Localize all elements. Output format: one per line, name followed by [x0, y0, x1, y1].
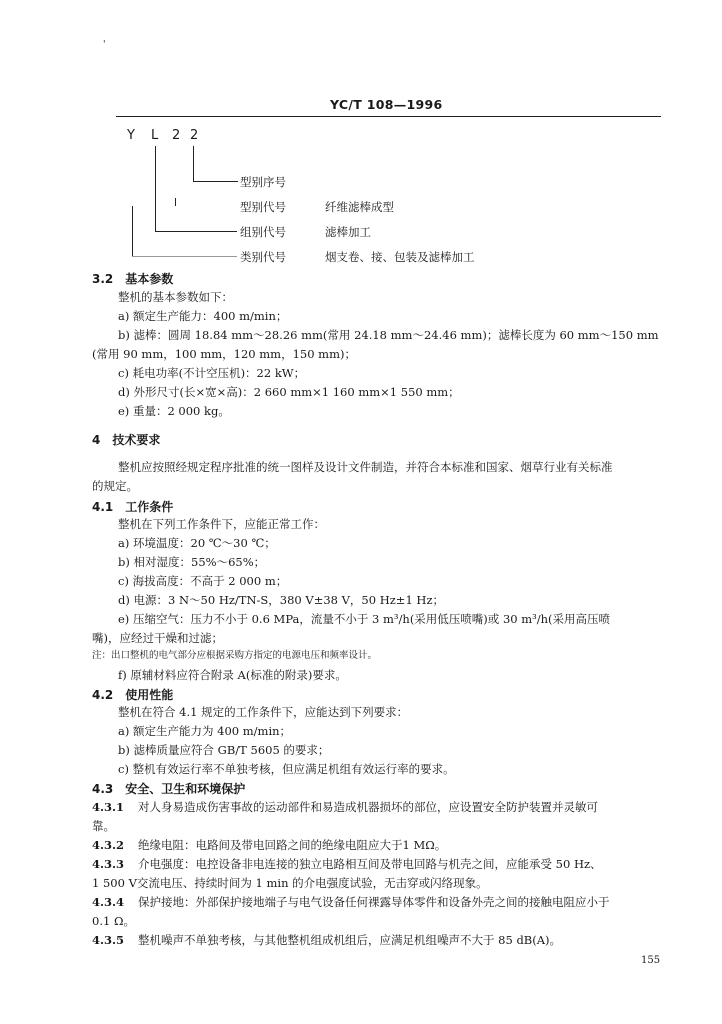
- clause-4-3-3-line1: 介电强度：电控设备非电连接的独立电路相互间及带电回路与机壳之间，应能承受 50 Hz、: [138, 857, 602, 871]
- param-b: b) 滤棒：圆周 18.84 mm～28.26 mm(常用 24.18 mm～24.46 mm)；滤棒长度为 60 mm～150 mm: [118, 328, 659, 342]
- connector-serial-h: [193, 181, 238, 182]
- label-serial: 型别序号: [240, 175, 286, 189]
- section-3-2-intro: 整机的基本参数如下：: [118, 290, 233, 304]
- header-rule: [116, 116, 661, 117]
- connector-group: [155, 146, 156, 231]
- heading-4-1: 4.1 工作条件: [92, 500, 174, 514]
- condition-b: b) 相对湿度：55%～65%；: [118, 555, 266, 569]
- label-group: 组别代号: [240, 225, 286, 239]
- section-4-1-intro: 整机在下列工作条件下，应能正常工作：: [118, 517, 325, 531]
- condition-d: d) 电源：3 N～50 Hz/TN-S，380 V±38 V，50 Hz±1 Hz；: [118, 593, 444, 607]
- performance-b: b) 滤棒质量应符合 GB/T 5605 的要求；: [118, 743, 330, 757]
- param-c: c) 耗电功率(不计空压机)：22 kW；: [118, 366, 306, 380]
- clause-4-3-4-line1: 保护接地：外部保护接地端子与电气设备任何裸露导体零件和设备外壳之间的接触电阻应小于: [138, 895, 610, 909]
- connector-type: [175, 198, 176, 206]
- scan-mark: ': [103, 40, 106, 50]
- desc-class: 烟支卷、接、包装及滤棒加工: [325, 250, 475, 264]
- desc-group: 滤棒加工: [325, 225, 371, 239]
- connector-class-h: [132, 256, 237, 257]
- condition-e-cont: 嘴)，应经过干燥和过滤；: [92, 631, 223, 645]
- clause-4-3-1-line2: 靠。: [92, 819, 115, 833]
- clause-4-3-3-num: 4.3.3: [92, 857, 125, 871]
- performance-a: a) 额定生产能力为 400 m/min；: [118, 724, 292, 738]
- code-digit-1: 2: [172, 128, 181, 143]
- clause-4-3-1-num: 4.3.1: [92, 800, 125, 814]
- code-digit-2: 2: [190, 128, 199, 143]
- label-type: 型别代号: [240, 200, 286, 214]
- clause-4-3-5-line1: 整机噪声不单独考核，与其他整机组成机组后，应满足机组噪声不大于 85 dB(A)。: [138, 933, 562, 947]
- heading-4-2: 4.2 使用性能: [92, 688, 174, 702]
- clause-4-3-4-line2: 0.1 Ω。: [92, 914, 135, 928]
- label-class: 类别代号: [240, 250, 286, 264]
- clause-4-3-1-line1: 对人身易造成伤害事故的运动部件和易造成机器损坏的部位，应设置安全防护装置并灵敏可: [138, 800, 598, 814]
- connector-serial: [193, 146, 194, 182]
- clause-4-3-5-num: 4.3.5: [92, 933, 125, 947]
- heading-4: 4 技术要求: [92, 433, 161, 447]
- section-4-para-line1: 整机应按照经规定程序批准的统一图样及设计文件制造，并符合本标准和国家、烟草行业有关标准: [118, 460, 613, 474]
- clause-4-3-2-num: 4.3.2: [92, 838, 125, 852]
- section-4-para-line2: 的规定。: [92, 479, 138, 493]
- connector-group-h: [155, 231, 237, 232]
- param-e: e) 重量：2 000 kg。: [118, 404, 230, 418]
- param-b-cont: (常用 90 mm，100 mm，120 mm，150 mm)；: [92, 347, 356, 361]
- clause-4-3-2-line1: 绝缘电阻：电路间及带电回路之间的绝缘电阻应大于1 MΩ。: [138, 838, 447, 852]
- code-letter-l: L: [151, 128, 159, 143]
- code-letter-y: Y: [127, 128, 135, 143]
- condition-e: e) 压缩空气：压力不小于 0.6 MPa，流量不小于 3 m³/h(采用低压喷嘴)或 30 m³/h(采用高压喷: [118, 612, 611, 626]
- performance-c: c) 整机有效运行率不单独考核，但应满足机组有效运行率的要求。: [118, 762, 455, 776]
- clause-4-3-4-num: 4.3.4: [92, 895, 125, 909]
- standard-number: YC/T 108—1996: [330, 97, 443, 112]
- condition-a: a) 环境温度：20 ℃～30 ℃；: [118, 536, 276, 550]
- connector-class: [132, 206, 133, 256]
- param-d: d) 外形尺寸(长×宽×高)：2 660 mm×1 160 mm×1 550 mm；: [118, 385, 460, 399]
- clause-4-3-3-line2: 1 500 V交流电压、持续时间为 1 min 的介电强度试验，无击穿或闪络现象。: [92, 876, 488, 890]
- condition-f: f) 原辅材料应符合附录 A(标准的附录)要求。: [118, 668, 347, 682]
- heading-4-3: 4.3 安全、卫生和环境保护: [92, 782, 246, 796]
- condition-c: c) 海拔高度：不高于 2 000 m；: [118, 574, 288, 588]
- desc-type: 纤维滤棒成型: [325, 200, 394, 214]
- heading-3-2: 3.2 基本参数: [92, 272, 174, 286]
- page-number: 155: [641, 955, 661, 966]
- condition-note: 注：出口整机的电气部分应根据采购方指定的电源电压和频率设计。: [92, 650, 378, 661]
- param-a: a) 额定生产能力：400 m/min；: [118, 309, 288, 323]
- section-4-2-intro: 整机在符合 4.1 规定的工作条件下，应能达到下列要求：: [118, 705, 409, 719]
